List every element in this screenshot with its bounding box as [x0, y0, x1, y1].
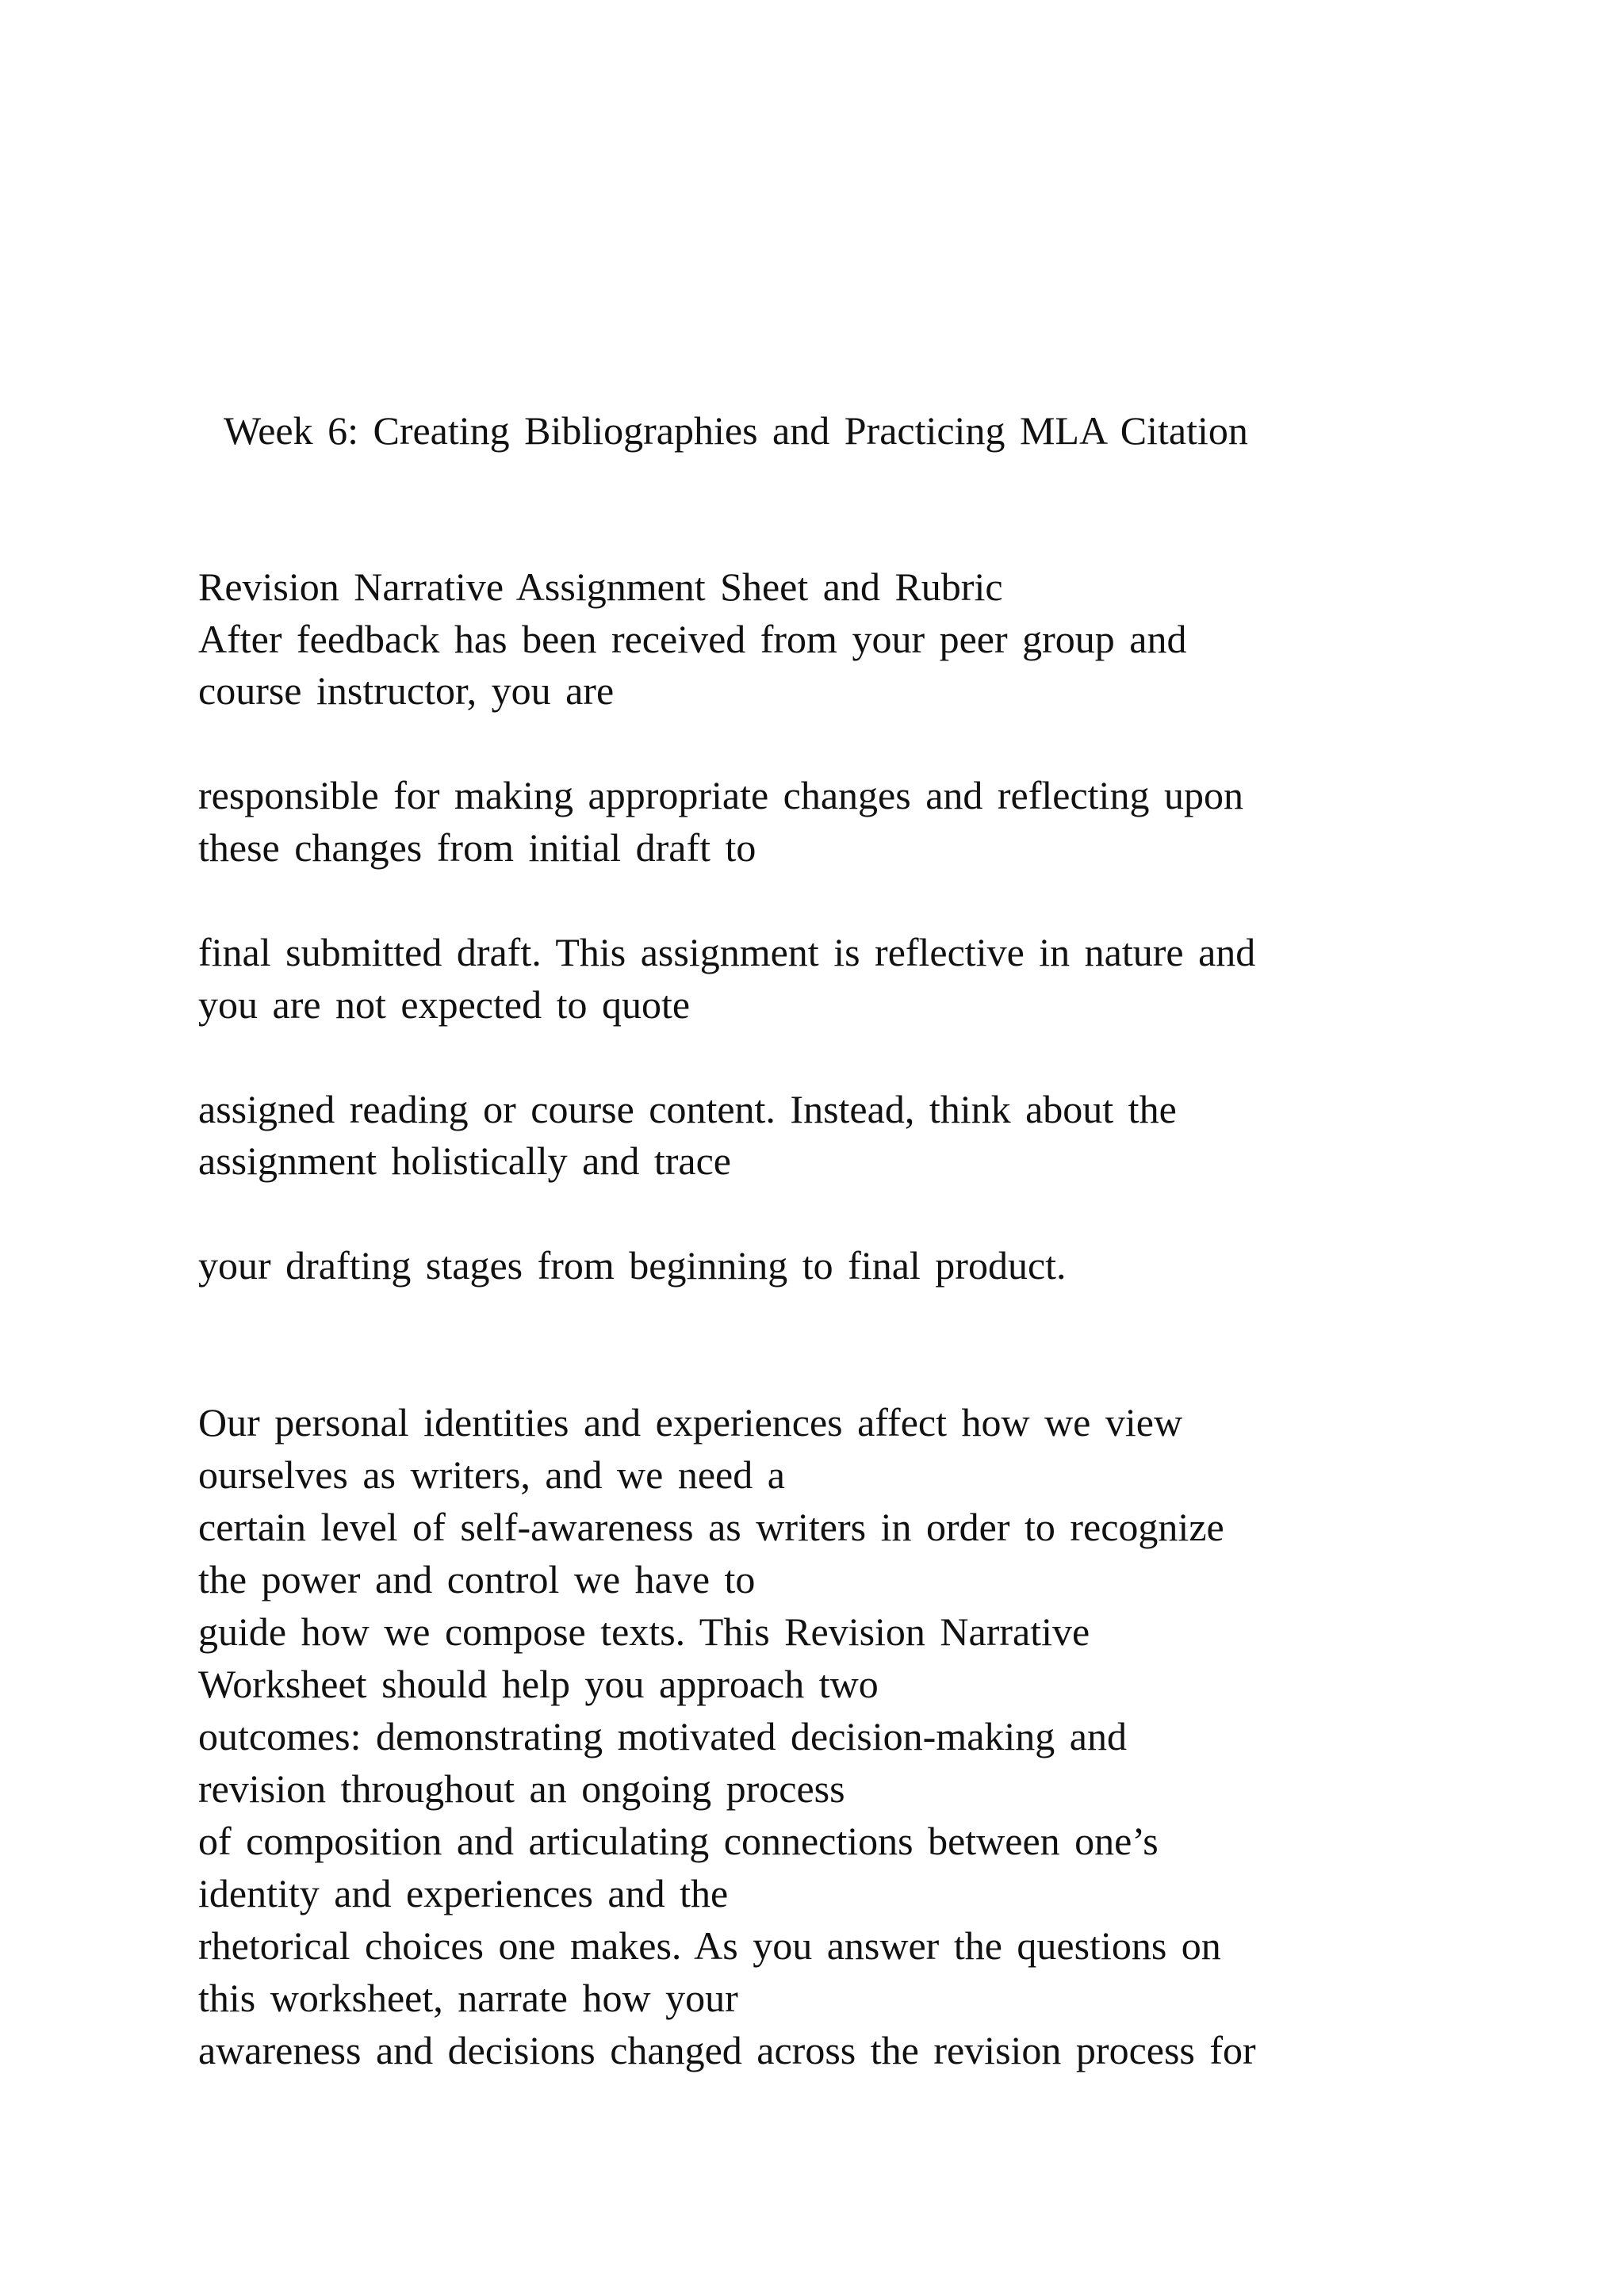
text-line: final submitted draft. This assignment is reflective in nature and: [198, 930, 1256, 974]
text-line: rhetorical choices one makes. As you answer the questions on: [198, 1923, 1221, 1968]
text-line: assignment holistically and trace: [198, 1138, 731, 1183]
text-line: awareness and decisions changed across the revision process for: [198, 2028, 1256, 2072]
text-line: you are not expected to quote: [198, 982, 691, 1027]
text-line: the power and control we have to: [198, 1557, 756, 1601]
text-line: these changes from initial draft to: [198, 825, 756, 870]
text-line: responsible for making appropriate changes and reflecting upon: [198, 773, 1243, 817]
text-line: ourselves as writers, and we need a: [198, 1452, 785, 1497]
text-line: Our personal identities and experiences affect how we view: [198, 1400, 1183, 1445]
text-line: guide how we compose texts. This Revision Narrative: [198, 1609, 1090, 1654]
text-line: of composition and articulating connections between one’s: [198, 1819, 1159, 1863]
section-heading: Revision Narrative Assignment Sheet and Rubric: [198, 564, 1003, 609]
text-line: certain level of self-awareness as writers in order to recognize: [198, 1505, 1224, 1549]
text-line: assigned reading or course content. Instead, think about the: [198, 1087, 1177, 1131]
text-line: Worksheet should help you approach two: [198, 1662, 879, 1706]
document-title: Week 6: Creating Bibliographies and Practicing MLA Citation: [224, 408, 1248, 453]
text-line: revision throughout an ongoing process: [198, 1766, 845, 1811]
text-line: identity and experiences and the: [198, 1871, 729, 1915]
text-line: your drafting stages from beginning to final product.: [198, 1243, 1067, 1288]
text-line: course instructor, you are: [198, 668, 615, 713]
text-line: outcomes: demonstrating motivated decision-making and: [198, 1714, 1127, 1758]
text-line: After feedback has been received from your peer group and: [198, 617, 1187, 661]
text-line: this worksheet, narrate how your: [198, 1976, 738, 2020]
